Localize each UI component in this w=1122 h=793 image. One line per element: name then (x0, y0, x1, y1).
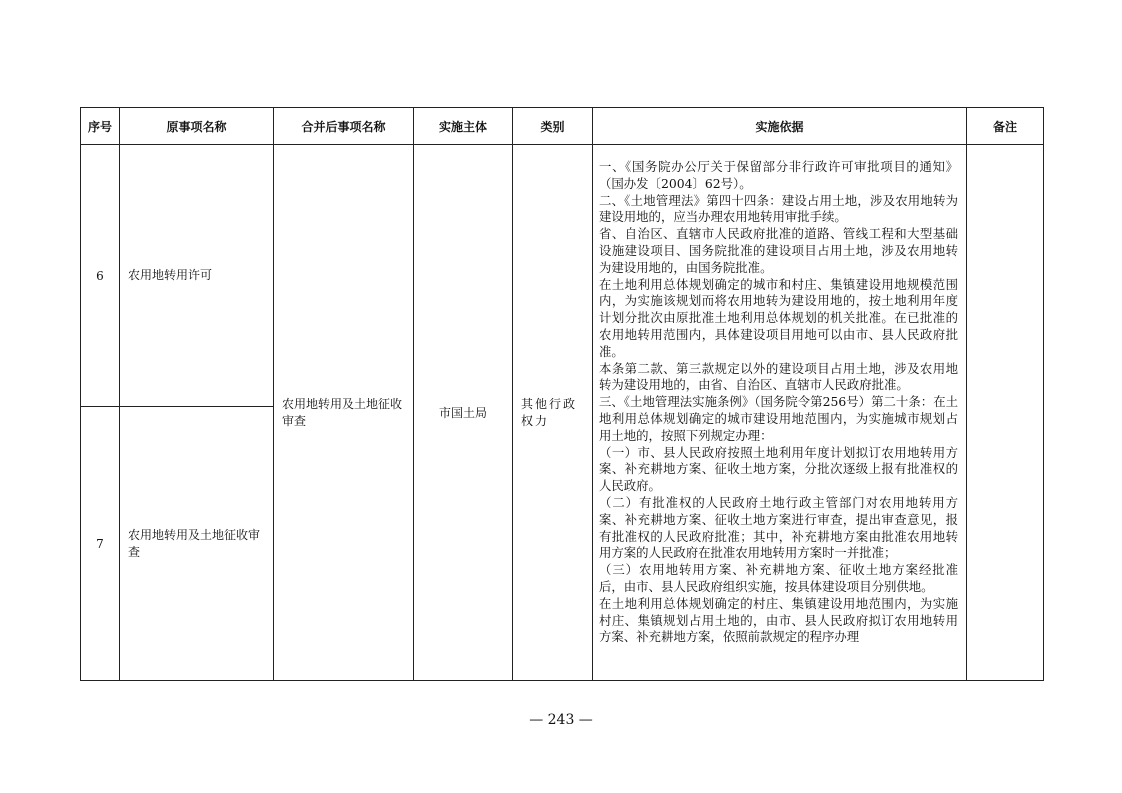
header-no: 序号 (81, 108, 120, 145)
merged-name: 农用地转用及土地征收审查 (274, 145, 414, 681)
header-basis: 实施依据 (593, 108, 967, 145)
category: 其他行政权力 (513, 145, 593, 681)
basis-paragraph: 三、《土地管理法实施条例》（国务院令第256号）第二十条：在土地利用总体规划确定的城市建设用地范围内，为实施城市规划占用土地的，按照下列规定办理： (599, 394, 958, 443)
header-remark: 备注 (967, 108, 1044, 145)
implementer: 市国土局 (414, 145, 513, 681)
basis-paragraph: 一、《国务院办公厅关于保留部分非行政许可审批项目的通知》（国办发〔2004〕62号）。 (599, 159, 958, 191)
basis-paragraph: （二）有批准权的人民政府土地行政主管部门对农用地转用方案、补充耕地方案、征收土地方案进行审查，提出审查意见，报有批准权的人民政府批准；其中，补充耕地方案由批准农用地转用方案的人民政府在批准农用地转用方案时一并批准； (599, 494, 958, 561)
header-category: 类别 (513, 108, 593, 145)
basis-cell (593, 145, 967, 681)
row-original-name: 农用地转用及土地征收审查 (120, 407, 274, 681)
table-row (81, 145, 1044, 407)
basis-paragraph: （三）农用地转用方案、补充耕地方案、征收土地方案经批准后，由市、县人民政府组织实施，按具体建设项目分别供地。 (599, 562, 958, 594)
row-no: 6 (81, 145, 120, 407)
basis-paragraph: （一）市、县人民政府按照土地利用年度计划拟订农用地转用方案、补充耕地方案、征收土地方案，分批次逐级上报有批准权的人民政府。 (599, 444, 958, 494)
basis-paragraph: 本条第二款、第三款规定以外的建设项目占用土地，涉及农用地转为建设用地的，由省、自治区、直辖市人民政府批准。 (599, 360, 958, 393)
basis-paragraph: 省、自治区、直辖市人民政府批准的道路、管线工程和大型基础设施建设项目、国务院批准的建设项目占用土地，涉及农用地转为建设用地的，由国务院批准。 (599, 226, 958, 275)
row-original-name: 农用地转用许可 (120, 145, 274, 407)
header-implementer: 实施主体 (414, 108, 513, 145)
items-table (80, 107, 1044, 681)
basis-paragraph: 在土地利用总体规划确定的村庄、集镇建设用地范围内，为实施村庄、集镇规划占用土地的，由市、县人民政府拟订农用地转用方案、补充耕地方案，依照前款规定的程序办理 (599, 595, 958, 645)
basis-paragraph: 二、《土地管理法》第四十四条：建设占用土地，涉及农用地转为建设用地的，应当办理农用地转用审批手续。 (599, 192, 958, 225)
header-original-name: 原事项名称 (120, 108, 274, 145)
header-row (81, 108, 1044, 145)
page-number: — 243 — (529, 712, 593, 728)
basis-paragraph: 在土地利用总体规划确定的城市和村庄、集镇建设用地规模范围内，为实施该规划而将农用地转为建设用地的，按土地利用年度计划分批次由原批准土地利用总体规划的机关批准。在已批准的农用地转用范围内，具体建设项目用地可以由市、县人民政府批准。 (599, 276, 958, 359)
header-merged-name: 合并后事项名称 (274, 108, 414, 145)
row-no: 7 (81, 407, 120, 681)
remark (967, 145, 1044, 681)
